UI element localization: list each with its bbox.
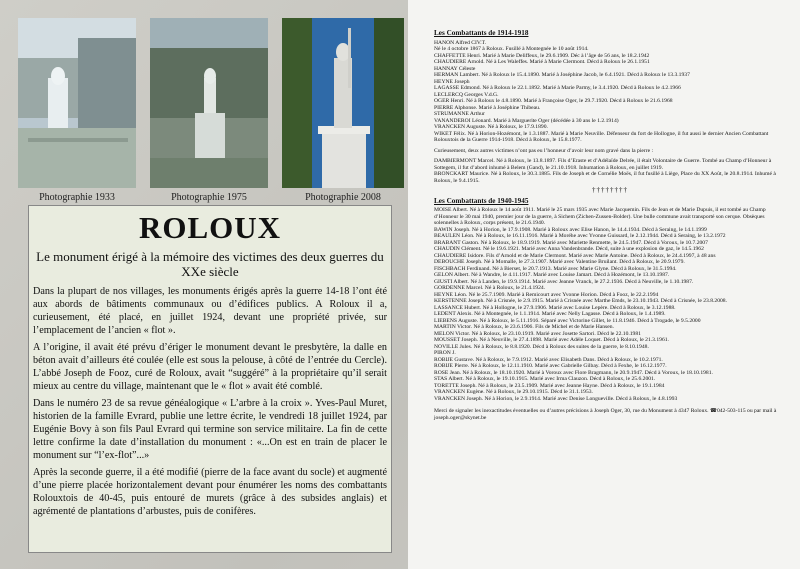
combatant-1940-entry: VRANCKEN Joseph. Né à Horion, le 2.9.1914. Marié avec Denise Longueville. Décd à Roloux, le 4.8.1993 (434, 395, 678, 402)
panel-title: ROLOUX (138, 210, 282, 245)
combatant-1914-entry: STRUMANNE Arthur (434, 111, 485, 117)
caption-2008: Photographie 2008 (305, 192, 381, 203)
footer-contact: Merci de signaler les inexactitudes éventuelles ou d’autres précisions à Joseph Oger, 30, rue du Monument à 4347 Roloux. ☎042-503-115 ou par mail à joseph.oger@skynet.be (434, 408, 777, 421)
photo-2008 (282, 18, 404, 188)
combatant-1940-entry: TORETTE Joseph. Né à Roloux, le 23.5.1909. Marié avec Jeanne Hayne. Décd à Roloux, le 19.1.1984 (434, 382, 665, 389)
caption-1975: Photographie 1975 (171, 192, 247, 203)
combatant-1914-entry: HANON Alfred CIV.T. (434, 39, 486, 46)
combatant-1940-entry: BAWIN Joseph. Né à Horion, le 17.9.1908. Marié à Roloux avec Elise Hanon, le 14.4.1934. Décd à Seraing, le 14.1.1999 (434, 226, 707, 233)
paragraph-4: Après la seconde guerre, il a été modifié (pierre de la face avant du socle) et augmenté d’une pierre placée horizontalement devant pour énumérer les noms des combattants Rolouxtois de 40-45, puis entouré de murets (grâce à des subsides anglais) et agrémenté de plantations d’arbustes, puis de conifères. (33, 467, 387, 517)
combatant-1940-entry: STAS Albert. Né à Roloux, le 19.10.1915. Marié avec Irma Clauzon. Décd à Roloux, le 25.6.2001. (434, 376, 656, 382)
combatant-1914-entry: HERMAN Lambert. Né à Roloux le 15.4.1890. Marié à Joséphine Jacob, le 6.4.1921. Décd à Roloux le 13.3.1937 (434, 72, 690, 78)
extra-victim-entry: BRONCKART Maurice. Né à Roloux, le 30.3.1885. Fils de Joseph et de Cornélie Moës, il fut fusillé à Liège, Place du XX Août, le 20.8.1914. Inhumé à Roloux, le 9.4.1915. (434, 171, 776, 184)
combatant-1914-entry: WIKET Félix. Né à Horion-Hozémont, le 1.3.1887. Marié à Marie Neuville. Défenseur du fort de Hollogne, il fut aussi le dernier Ancien Combattant Rolouxtois de la Guerre 1914-1918. Décd à Roloux, le 15.8.1977. (434, 130, 769, 143)
combatant-1914-entry: VRANCKEN Auguste. Né à Roloux, le 17.9.1890. (434, 124, 548, 130)
paragraph-3: Dans le numéro 23 de sa revue généalogique « L’arbre à la croix ». Yves-Paul Muret, historien de la famille Evrard, publie une lettre écrite, le vendredi 18 juillet 1924, par Eugénie Bovy à son fils Paul Evrard qui termine son service militaire. La fin de cette lettre confirme la date d’installation du monument : «...On est en train de placer le monument sur “l’ex-flot”...» (33, 398, 387, 461)
combatant-1940-entry: BRABANT Gaston. Né à Roloux, le 18.9.1919. Marié avec Mariette Renmette, le 24.5.1947. Décd à Voroux, le 10.7.2007 (434, 239, 708, 246)
photo-1933 (18, 18, 136, 188)
combatant-1940-entry: GELON Albert. Né à Wandre, le 4.11.1917. Marié avec Louise Jamart. Décd à Hozémont, le 13.10.1987. (434, 272, 670, 278)
combatant-1940-entry: MARTIN Victor. Né à Roloux, le 23.6.1906. Fils de Michel et de Marie Hansen. (434, 324, 614, 330)
combatants-list-document (408, 0, 800, 569)
combatant-1940-entry: NOVILLE Jules. Né à Roloux, le 8.8.1920. Décd à Roloux des suites de la guerre, le 8.10.1948. (434, 343, 649, 350)
list-extra-victims (434, 158, 786, 184)
combatant-1940-entry: LEDENT Alexis. Né à Montegnée, le 1.1.1914. Marié avec Nelly Lagasse. Décd à Roloux, le 1.4.1989. (434, 311, 666, 317)
combatant-1940-entry: HEYNE Léon. Né le 25.7.1909. Marié à Remicourt avec Yvonne Horion. Décd à Fooz, le 22.2.1994 (434, 291, 659, 298)
combatant-1914-entry: OGER Henri. Né à Roloux le 4.8.1890. Marié à Françoise Oger, le 29.7.1920. Décd à Roloux le 21.6.1968 (434, 98, 673, 104)
combatant-1940-entry: FISCHBACH Ferdinand. Né à Bierset, le 20.7.1913. Marié avec Marie Glyne. Décd à Roloux, le 31.5.1994. (434, 265, 677, 272)
combatant-1940-entry: DEBOUCHE Joseph. Né à Momalle, le 27.3.1907. Marié avec Valentine Bruilant. Décd à Roloux, le 20.9.1979. (434, 259, 685, 265)
combatant-1940-entry: PIRON J. (434, 350, 456, 356)
list-1914-1918 (434, 40, 786, 144)
combatant-1940-entry: ROSE Jean. Né à Roloux, le 18.10.1920. Marié à Voroux avec Flore Bragmann, le 20.9.1947. Décd à Voroux, le 18.10.1981. (434, 369, 713, 376)
combatant-1940-entry: CHAUDIN Clément. Né le 19.6.1921. Marié avec Anna Vandenbrande. Décd, suite à une explosion de gaz, le 14.5.1962 (434, 246, 704, 252)
combatant-1940-entry: LIEBENS Auguste. Né à Roloux, le 5.11.1916. Séparé avec Victorine Gillet, le 11.8.1946. Décd à Trogade, le 9.5.2000 (434, 317, 701, 324)
caption-1933: Photographie 1933 (39, 192, 115, 203)
combatant-1940-entry: LASSANCE Hubert. Né à Hollogne, le 27.9.1906. Marié avec Louise Lepère. Décd à Roloux, le 3.12.1988. (434, 304, 676, 311)
heading-1940-1945: Les Combattants de 1940-1945 (434, 196, 529, 205)
combatant-1940-entry: BEAULEN Léon. Né à Roloux, le 16.11.1916. Marié à Moréhe avec Yvonne Guissard, le 2.12.1944. Décd à Seraing, le 13.2.1972 (434, 233, 726, 239)
combatant-1914-entry: VANANDEROI Léonard. Marié à Marguerite Oger (décédée à 30 ans le 1.2.1914) (434, 117, 619, 124)
heading-1914-1918: Les Combattants de 1914-1918 (434, 29, 529, 37)
paragraph-1: Dans la plupart de nos villages, les monuments érigés après la guerre 14-18 l’ont été aux abords de bâtiments communaux ou d’édifices publics. A Roloux il a, curieusement, été placé, en juillet 1924, devant une propriété privée, sur l’emplacement de l’ancien « flot ». (33, 286, 387, 336)
combatant-1940-entry: GIUSTI Albert. Né à Landen, le 19.9.1914. Marié avec Jeanne Vranck, le 27.2.1936. Décd à Neuville, le 1.10.1987. (434, 278, 694, 285)
combatant-1914-entry: CHAFFETTE Henri. Marié à Marie Deliffeux, le 29.6.1909. Déc à l’âge de 56 ans, le 18.2.1942 (434, 52, 650, 59)
combatant-1940-entry: GORDENNE Marcel. Né à Roloux, le 21.4.1924. (434, 285, 546, 291)
combatant-1914-entry: LAGASSE Edmond. Né à Roloux le 22.1.1892. Marié à Marie Parmy, le 3.4.1920. Décd à Roloux le 4.2.1966 (434, 85, 681, 91)
combatant-1940-entry: MOISE Albert. Né à Roloux le 14 août 1911. Marié le 25 mars 1935 avec Marie Jacquemin. Fils de Jean et de Marie Dupuis, il est tombé au Champ d’Honneur le 30 mai 1940, premier jour de la guerre, à Sichem (Zichen-Zussen-Bolder). Une bulle commune avait transporté son cerque. Obsèques solennelles à Roloux, corps présent, le 21.6.1940. (434, 207, 766, 226)
combatant-1940-entry: CHAUDIERE Isidore. Fils d’Arnold et de Marie Clermont. Marié avec Marie Antoine. Décd à Roloux, le 24.4.1997, à 48 ans (434, 252, 716, 259)
combatant-1914-entry: PIERRE Alphonse. Marié à Joséphine Thibeau. (434, 104, 541, 111)
list-1940-1945 (434, 207, 786, 402)
combatant-1940-entry: KERSTENNE Joseph. Né à Crisnée, le 2.9.1915. Marié à Crisnée avec Marthe Emds, le 23.10.1943. Décd à Crisnée, le 23.8.2008. (434, 298, 727, 304)
combatant-1940-entry: ROBIJE Pierre. Né à Roloux, le 12.11.1910. Marié avec Gabrielle Gilbay. Décd à Fexhe, le 16.12.1977. (434, 363, 667, 369)
combatant-1940-entry: MELON Victor. Né à Roloux, le 23.10.1919. Marié avec Josette Sartori. Décd le 22.10.1981 (434, 330, 641, 337)
combatant-1914-entry: HEYNE Joseph (434, 78, 470, 85)
note-extra-victims: Curieusement, deux autres victimes n’ont pas eu l’honneur d’avoir leur nom gravé dans la pierre : (434, 147, 654, 154)
combatant-1940-entry: ROBIJE Gustave. Né à Roloux, le 7.9.1912. Marié avec Elisabeth Dans. Décd à Roloux, le 10.2.1971. (434, 356, 663, 363)
combatant-1914-entry: CHAUDIERE Arnold. Né à Les Waleffes. Marié à Marie Clermont. Décd à Roloux le 26.1.1951 (434, 59, 650, 65)
history-panel (28, 205, 392, 553)
extra-victim-entry: DAMBIERMONT Marcel. Né à Roloux, le 13.8.1897. Fils d’Eraste et d’Adélaïde Delrée, il était Volontaire de Guerre. Tombé au Champ d’Honneur à Sottegem, il fut d’abord inhumé à Belem (Gand), le 21.10.1918. Inhumation à Roloux, en juillet 1919. (434, 158, 772, 171)
combatant-1914-entry: HANNAY Céleste (434, 65, 476, 72)
combatant-1940-entry: MOUSSET Joseph. Né à Neuville, le 27.4.1898. Marié avec Adèle Loquet. Décd à Roloux, le 21.3.1961. (434, 337, 669, 343)
combatant-1914-entry: Né le 4 octobre 1867 à Roloux. Fusillé à Montegnée le 10 août 1914. (434, 46, 589, 52)
combatant-1914-entry: LECLERCQ Georges V.d.G. (434, 91, 499, 98)
combatant-1940-entry: VRANCKEN Eugène. Né à Roloux, le 29.10.1915. Décd le 31.1.1953. (434, 389, 593, 395)
crosses-decoration: †††††††† (592, 186, 628, 194)
photo-1975 (150, 18, 268, 188)
paragraph-2: A l’origine, il avait été prévu d’ériger le monument devant le presbytère, la dalle en béton avait d’ailleurs été coulée (elle est sous la pelouse, à côté de l’entrée du Cercle). L’abbé Joseph de Fooz, curé de Roloux, avait “suggéré” à la propriétaire qu’il serait mieux au centre du village, maintenant que le « flot » avait été comblé. (33, 342, 387, 392)
panel-subtitle: Le monument érigé à la mémoire des victimes des deux guerres du XXe siècle (36, 249, 384, 279)
